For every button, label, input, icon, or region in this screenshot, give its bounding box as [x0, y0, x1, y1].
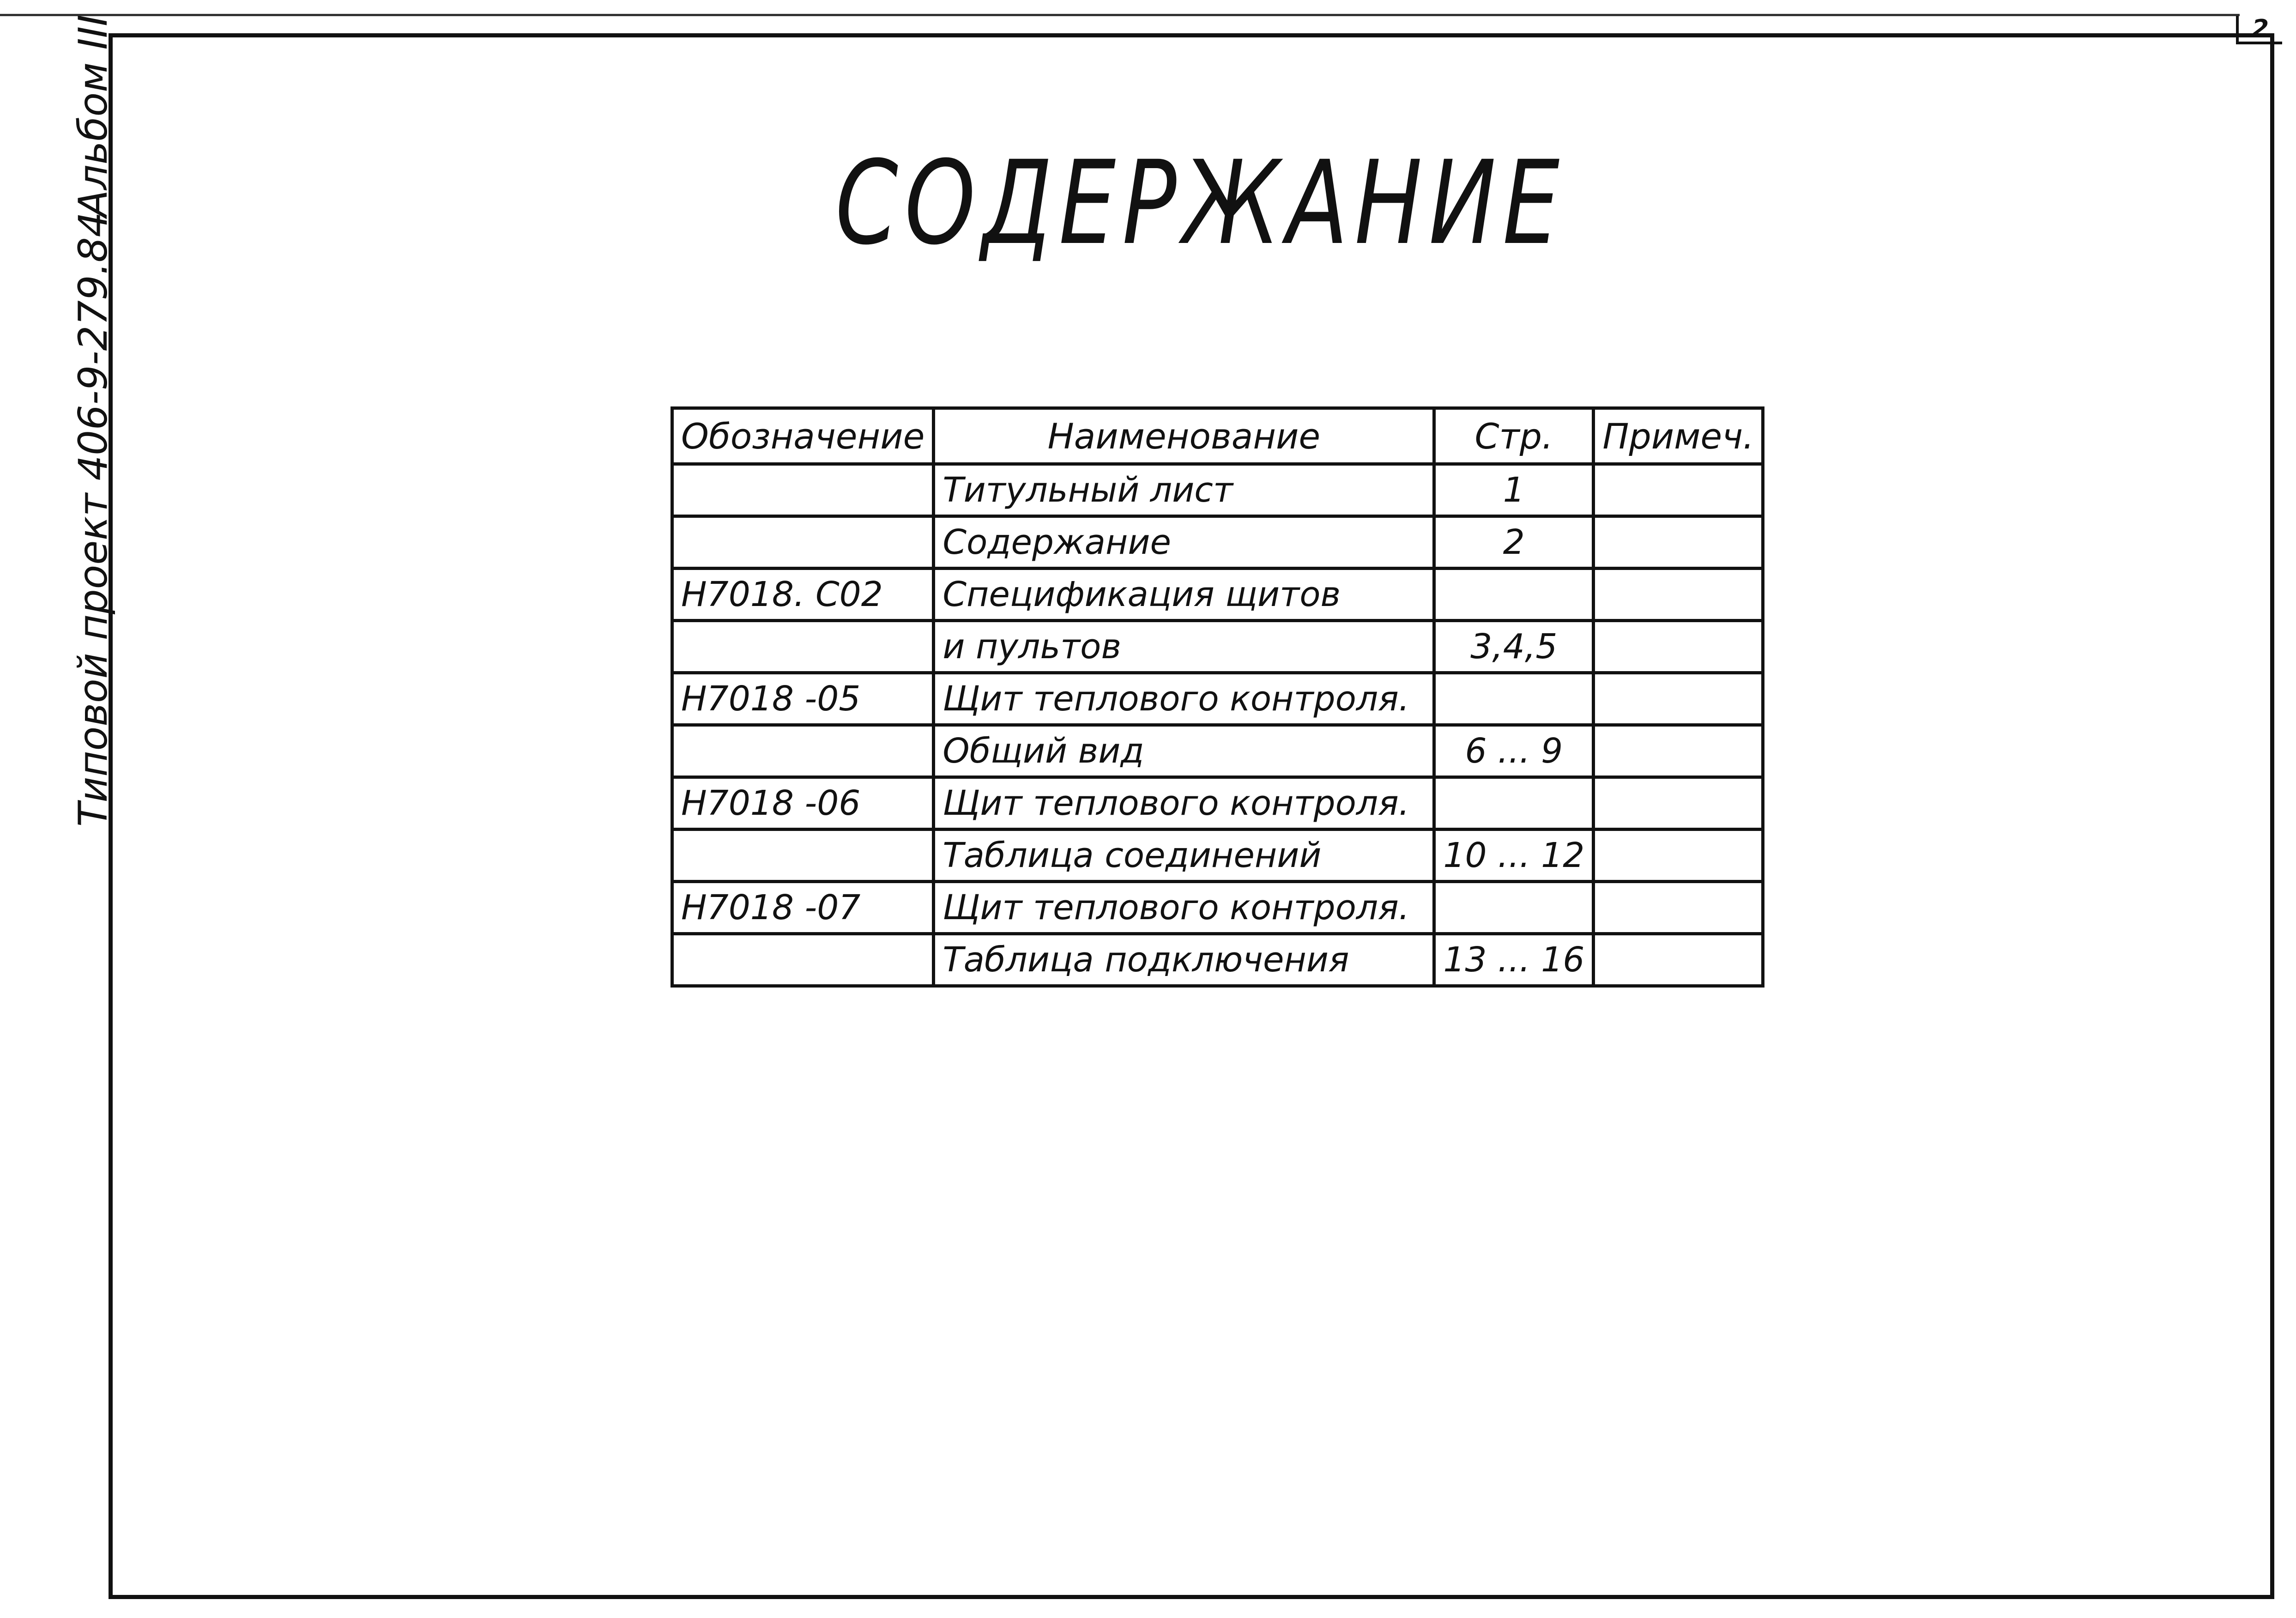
- table-row: [672, 621, 1763, 673]
- page-title: СОДЕРЖАНИЕ: [835, 136, 1566, 270]
- cell-note: [1594, 725, 1763, 777]
- cell-name: Спецификация щитов: [934, 569, 1434, 621]
- table-row: [672, 673, 1763, 725]
- cell-page: [1434, 882, 1594, 934]
- cell-code: Н7018. С02: [672, 569, 934, 621]
- cell-note: [1594, 569, 1763, 621]
- page-number: 2: [2252, 15, 2269, 42]
- header-note: Примеч.: [1594, 408, 1763, 464]
- contents-table: [671, 406, 1764, 988]
- cell-note: [1594, 830, 1763, 882]
- cell-code: [672, 725, 934, 777]
- cell-code: [672, 516, 934, 569]
- cell-page: 6 ... 9: [1434, 725, 1594, 777]
- cell-page: 1: [1434, 464, 1594, 516]
- project-side-label: Типовой проект 406-9-279.84: [70, 212, 116, 827]
- header-code: Обозначение: [672, 408, 934, 464]
- cell-name: Щит теплового контроля.: [934, 777, 1434, 830]
- table-row: [672, 934, 1763, 986]
- sheet-top-edge-line: [0, 14, 2240, 16]
- table-row: [672, 777, 1763, 830]
- table-row: [672, 830, 1763, 882]
- cell-name: и пультов: [934, 621, 1434, 673]
- table-row: [672, 516, 1763, 569]
- cell-note: [1594, 621, 1763, 673]
- cell-page: [1434, 777, 1594, 830]
- cell-page: 10 ... 12: [1434, 830, 1594, 882]
- cell-page: 13 ... 16: [1434, 934, 1594, 986]
- cell-name: Содержание: [934, 516, 1434, 569]
- cell-note: [1594, 882, 1763, 934]
- table-row: [672, 464, 1763, 516]
- cell-code: Н7018 -05: [672, 673, 934, 725]
- table-row: [672, 725, 1763, 777]
- cell-code: [672, 464, 934, 516]
- table-header-row: [672, 408, 1763, 464]
- cell-page: [1434, 569, 1594, 621]
- cell-name: Таблица соединений: [934, 830, 1434, 882]
- cell-code: Н7018 -06: [672, 777, 934, 830]
- cell-code: [672, 621, 934, 673]
- cell-page: [1434, 673, 1594, 725]
- cell-name: Щит теплового контроля.: [934, 882, 1434, 934]
- table-row: [672, 569, 1763, 621]
- album-side-label: Альбом III: [70, 14, 116, 217]
- cell-name: Щит теплового контроля.: [934, 673, 1434, 725]
- cell-note: [1594, 777, 1763, 830]
- cell-name: Таблица подключения: [934, 934, 1434, 986]
- table-row: [672, 882, 1763, 934]
- cell-note: [1594, 464, 1763, 516]
- header-page: Стр.: [1434, 408, 1594, 464]
- cell-name: Титульный лист: [934, 464, 1434, 516]
- cell-page: 2: [1434, 516, 1594, 569]
- cell-name: Общий вид: [934, 725, 1434, 777]
- header-name: Наименование: [934, 408, 1434, 464]
- cell-note: [1594, 673, 1763, 725]
- cell-code: [672, 934, 934, 986]
- cell-code: [672, 830, 934, 882]
- cell-note: [1594, 934, 1763, 986]
- cell-note: [1594, 516, 1763, 569]
- cell-page: 3,4,5: [1434, 621, 1594, 673]
- cell-code: Н7018 -07: [672, 882, 934, 934]
